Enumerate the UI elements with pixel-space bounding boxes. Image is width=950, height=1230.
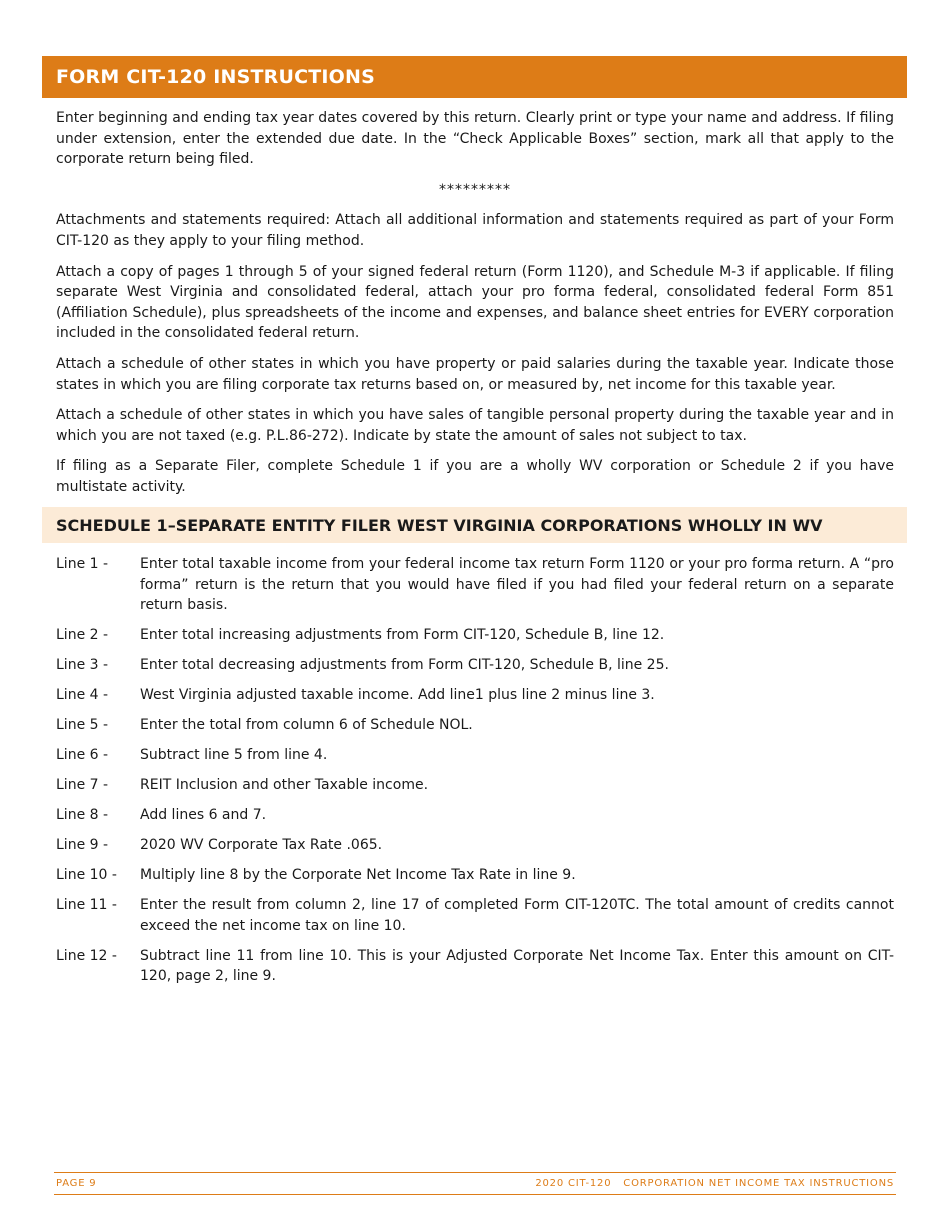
form-title-banner bbox=[42, 56, 907, 98]
line-text: Enter total taxable income from your federal income tax return Form 1120 or your pro forma return. A “pro forma” return is the return that you would have filed if you had filed your federal return on a separate return basis. bbox=[140, 556, 894, 614]
line-item bbox=[56, 625, 894, 646]
line-item bbox=[56, 775, 894, 796]
line-item bbox=[56, 835, 894, 856]
line-text: Enter the total from column 6 of Schedule NOL. bbox=[140, 717, 473, 734]
line-label: Line 12 - bbox=[56, 947, 117, 964]
separator-asterisks: ********* bbox=[439, 181, 511, 198]
line-item bbox=[56, 895, 894, 936]
line-text: Enter total decreasing adjustments from Form CIT-120, Schedule B, line 25. bbox=[140, 657, 669, 674]
line-label: Line 3 - bbox=[56, 657, 109, 674]
line-label: Line 11 - bbox=[56, 897, 117, 914]
line-label: Line 8 - bbox=[56, 807, 109, 824]
intro-section bbox=[56, 108, 894, 508]
line-label: Line 9 - bbox=[56, 837, 109, 854]
line-label: Line 6 - bbox=[56, 747, 109, 764]
federal-return-paragraph: Attach a copy of pages 1 through 5 of your signed federal return (Form 1120), and Schedule M-3 if applicable. If filing separate West Virginia and consolidated federal, attach your pro forma federal, consolidated federal Form 851 (Affiliation Schedule), plus spreadsheets of the income and expenses, and balance sheet entries for EVERY corporation included in the consolidated federal return. bbox=[56, 263, 894, 342]
line-label: Line 1 - bbox=[56, 556, 109, 572]
separate-filer-paragraph: If filing as a Separate Filer, complete Schedule 1 if you are a wholly WV corporation or Schedule 2 if you have multistate activity. bbox=[56, 458, 894, 495]
line-text: Enter total increasing adjustments from Form CIT-120, Schedule B, line 12. bbox=[140, 627, 665, 644]
line-text: Add lines 6 and 7. bbox=[140, 807, 267, 824]
line-label: Line 5 - bbox=[56, 717, 109, 734]
line-text: REIT Inclusion and other Taxable income. bbox=[140, 777, 429, 794]
schedule-heading-banner bbox=[42, 507, 907, 543]
line-item bbox=[56, 745, 894, 766]
line-text: 2020 WV Corporate Tax Rate .065. bbox=[140, 837, 383, 854]
line-label: Line 10 - bbox=[56, 867, 117, 884]
line-item bbox=[56, 865, 894, 886]
intro-paragraph: Enter beginning and ending tax year dates covered by this return. Clearly print or type your name and address. If filing under extension, enter the extended due date. In the “Check Applicable Boxes” section, mark all that apply to the corporate return being filed. bbox=[56, 110, 894, 168]
sales-states-paragraph: Attach a schedule of other states in which you have sales of tangible personal property during the taxable year and in which you are not taxed (e.g. P.L.86-272). Indicate by state the amount of sales not subject to tax. bbox=[56, 407, 894, 444]
page-title: FORM CIT-120 INSTRUCTIONS bbox=[56, 66, 376, 88]
line-label: Line 2 - bbox=[56, 627, 109, 644]
line-item bbox=[56, 655, 894, 676]
property-states-paragraph: Attach a schedule of other states in which you have property or paid salaries during the taxable year. Indicate those states in which you are filing corporate tax returns based on, or measured by, net income for this taxable year. bbox=[56, 355, 894, 393]
page-number: PAGE 9 bbox=[56, 1178, 97, 1189]
line-text: Subtract line 5 from line 4. bbox=[140, 747, 328, 764]
line-item bbox=[56, 715, 894, 736]
line-text: West Virginia adjusted taxable income. Add line1 plus line 2 minus line 3. bbox=[140, 687, 655, 704]
line-label: Line 7 - bbox=[56, 777, 109, 794]
page-footer bbox=[54, 1172, 896, 1195]
line-item bbox=[56, 685, 894, 706]
schedule-title: SCHEDULE 1–SEPARATE ENTITY FILER WEST VIRGINIA CORPORATIONS WHOLLY IN WV bbox=[56, 515, 823, 535]
schedule-lines bbox=[56, 554, 894, 996]
line-item bbox=[56, 805, 894, 826]
footer-doc-title: 2020 CIT-120 CORPORATION NET INCOME TAX INSTRUCTIONS bbox=[535, 1178, 894, 1189]
line-item bbox=[56, 946, 894, 987]
attachments-paragraph: Attachments and statements required: Attach all additional information and statements required as part of your Form CIT-120 as they apply to your filing method. bbox=[56, 212, 894, 249]
line-text: Enter the result from column 2, line 17 of completed Form CIT-120TC. The total amount of credits cannot exceed the net income tax on line 10. bbox=[140, 897, 894, 934]
line-label: Line 4 - bbox=[56, 687, 109, 704]
line-text: Multiply line 8 by the Corporate Net Income Tax Rate in line 9. bbox=[140, 867, 576, 884]
line-text: Subtract line 11 from line 10. This is your Adjusted Corporate Net Income Tax. Enter this amount on CIT-120, page 2, line 9. bbox=[140, 947, 894, 985]
line-item bbox=[56, 554, 894, 616]
